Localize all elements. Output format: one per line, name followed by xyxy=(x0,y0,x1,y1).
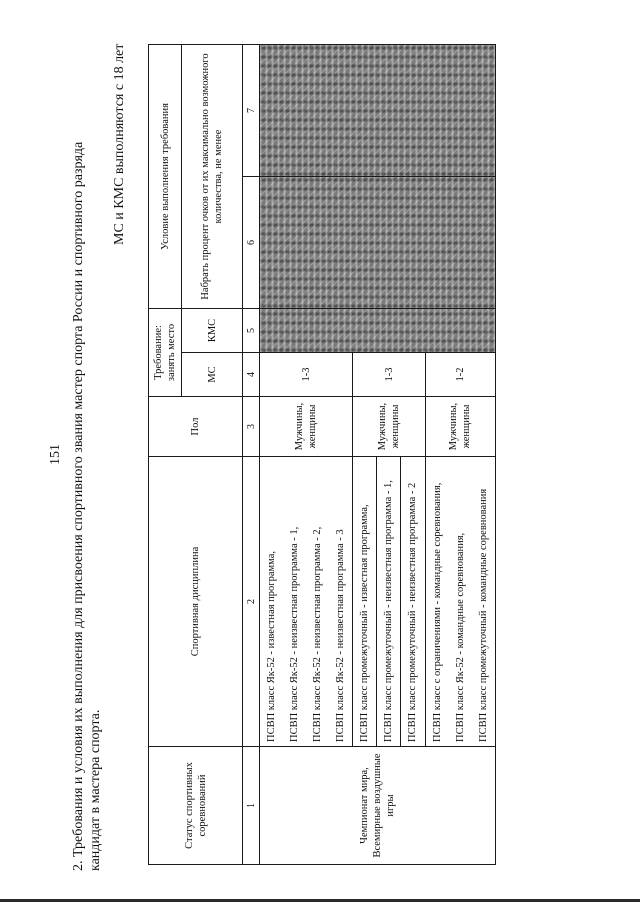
column-number: 6 xyxy=(243,177,260,309)
discipline-item: ПСВП класс Як-52 - известная программа, xyxy=(266,551,277,742)
header-ms: МС xyxy=(182,353,243,397)
age-note: МС и КМС выполняются с 18 лет xyxy=(112,43,127,245)
scan-bottom-edge xyxy=(0,899,640,902)
header-kms: КМС xyxy=(182,309,243,353)
discipline-item: ПСВП класс промежуточный - известная программа, xyxy=(359,504,371,742)
discipline-item: ПСВП класс промежуточный - неизвестная программа - 2 xyxy=(400,457,424,746)
requirements-table xyxy=(148,44,496,865)
header-discipline: Спортивная дисциплина xyxy=(149,457,243,747)
discipline-item: ПСВП класс с ограничениями - командные соревнования, xyxy=(431,482,443,742)
gender-cell: Мужчины, женщины xyxy=(353,397,425,457)
section-heading-line-2: кандидат в мастера спорта. xyxy=(88,709,103,871)
column-number: 4 xyxy=(243,353,260,397)
discipline-group xyxy=(260,457,353,747)
header-status: Статус спортивных соревнований xyxy=(149,747,243,865)
discipline-item: ПСВП класс промежуточный - командные соревнования xyxy=(477,488,489,742)
column-number: 7 xyxy=(243,44,260,176)
ms-place-cell: 1-3 xyxy=(353,353,425,397)
ms-place-cell: 1-3 xyxy=(260,353,353,397)
column-number: 2 xyxy=(243,457,260,747)
percent-kms-cell-dashed xyxy=(260,44,496,176)
column-number: 1 xyxy=(243,747,260,865)
header-place-requirement: Требование: занять место xyxy=(149,309,182,397)
discipline-item: ПСВП класс Як-52 - неизвестная программа - 1, xyxy=(289,526,300,742)
kms-place-cell-dashed xyxy=(260,309,496,353)
header-condition: Условие выполнения требования xyxy=(149,44,182,308)
discipline-item: ПСВП класс Як-52 - неизвестная программа - 2, xyxy=(312,526,323,742)
column-number: 5 xyxy=(243,309,260,353)
header-condition-text: Набрать процент очков от их максимально возможного количества, не менее xyxy=(182,44,243,308)
table-row xyxy=(260,44,353,864)
column-number-row xyxy=(243,44,260,864)
discipline-item: ПСВП класс Як-52 - неизвестная программа - 3 xyxy=(335,529,346,742)
discipline-item: ПСВП класс Як-52 - командные соревнования, xyxy=(454,532,466,742)
discipline-item: ПСВП класс промежуточный - неизвестная программа - 1, xyxy=(376,457,400,746)
discipline-group xyxy=(425,457,495,747)
header-gender: Пол xyxy=(149,397,243,457)
page-number: 151 xyxy=(48,444,63,465)
gender-cell: Мужчины, женщины xyxy=(260,397,353,457)
section-heading xyxy=(70,31,104,871)
section-heading-line-1: 2. Требования и условия их выполнения для присвоения спортивного звания мастер спорта России и спортивного разряда xyxy=(71,141,86,871)
column-number: 3 xyxy=(243,397,260,457)
status-cell: Чемпионат мира, Всемирные воздушные игры xyxy=(260,747,496,865)
discipline-group xyxy=(353,457,425,747)
gender-cell: Мужчины, женщины xyxy=(425,397,495,457)
ms-place-cell: 1-2 xyxy=(425,353,495,397)
percent-ms-cell-dashed xyxy=(260,177,496,309)
